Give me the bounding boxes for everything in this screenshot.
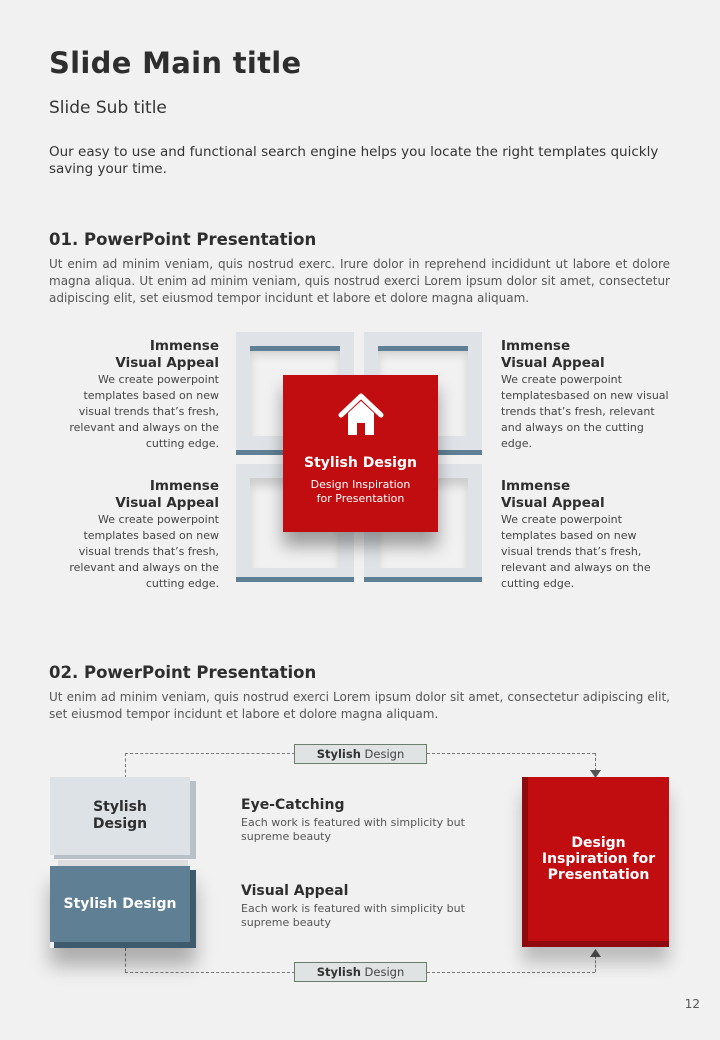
connector-top-drop <box>125 753 126 778</box>
feature-eye-catching: Eye-Catching Each work is featured with simplicity but supreme beauty <box>241 797 465 843</box>
connector-top-left <box>125 753 295 754</box>
pill-bottom: Stylish Design <box>294 962 427 982</box>
block-top-left: Immense Visual Appeal We create powerpoint templates based on new visual trends that’s fresh, relevant and always on the cutting edge. <box>69 338 219 450</box>
center-feature-box <box>283 375 438 532</box>
box-stylish-design-light: Stylish Design <box>50 777 196 859</box>
section1-paragraph: Ut enim ad minim veniam, quis nostrud exerc. Irure dolor in reprehend incididunt ut labore et dolore magna aliqua. Ut enim ad minim veniam, quis nostrud exerci Lorem ipsum dolor sit amet, consectetur adipiscing elit, set eiusmod tempor incidunt et labore et dolore magna aliquam. <box>49 257 670 305</box>
slide-subtitle: Slide Sub title <box>49 98 167 118</box>
connector-top-arrow-line <box>595 753 596 771</box>
connector-bottom-drop <box>125 948 126 972</box>
center-title: Stylish Design <box>304 455 417 471</box>
page-number: 12 <box>684 997 700 1011</box>
section2-paragraph: Ut enim ad minim veniam, quis nostrud exerci Lorem ipsum dolor sit amet, consectetur adipiscing elit, set eiusmod tempor incidunt et labore et dolore magna aliquam. <box>49 690 670 721</box>
box-stylish-design-dark: Stylish Design <box>50 866 196 948</box>
center-subtitle: Design Inspiration for Presentation <box>310 478 411 505</box>
block-bottom-right: Immense Visual Appeal We create powerpoint templates based on new visual trends that’s fresh, relevant and always on the cutting edge. <box>501 478 651 590</box>
connector-bottom-arrow-line <box>595 956 596 972</box>
feature-visual-appeal: Visual Appeal Each work is featured with simplicity but supreme beauty <box>241 883 465 929</box>
slide-title: Slide Main title <box>49 46 302 80</box>
connector-top-right <box>427 753 595 754</box>
block-bottom-left: Immense Visual Appeal We create powerpoint templates based on new visual trends that’s fresh, relevant and always on the cutting edge. <box>69 478 219 590</box>
home-icon <box>337 391 385 439</box>
pill-top: Stylish Design <box>294 744 427 764</box>
arrow-up-icon <box>590 949 601 957</box>
intro-text: Our easy to use and functional search engine helps you locate the right templates quickly saving your time. <box>49 144 659 177</box>
box-design-inspiration: Design Inspiration for Presentation <box>522 777 669 947</box>
section1-heading: 01. PowerPoint Presentation <box>49 230 317 249</box>
connector-bottom-right <box>427 972 595 973</box>
connector-bottom-left <box>125 972 295 973</box>
section2-heading: 02. PowerPoint Presentation <box>49 663 317 682</box>
block-top-right: Immense Visual Appeal We create powerpoint templatesbased on new visual trends that’s fresh, relevant and always on the cutting edge. <box>501 338 669 450</box>
